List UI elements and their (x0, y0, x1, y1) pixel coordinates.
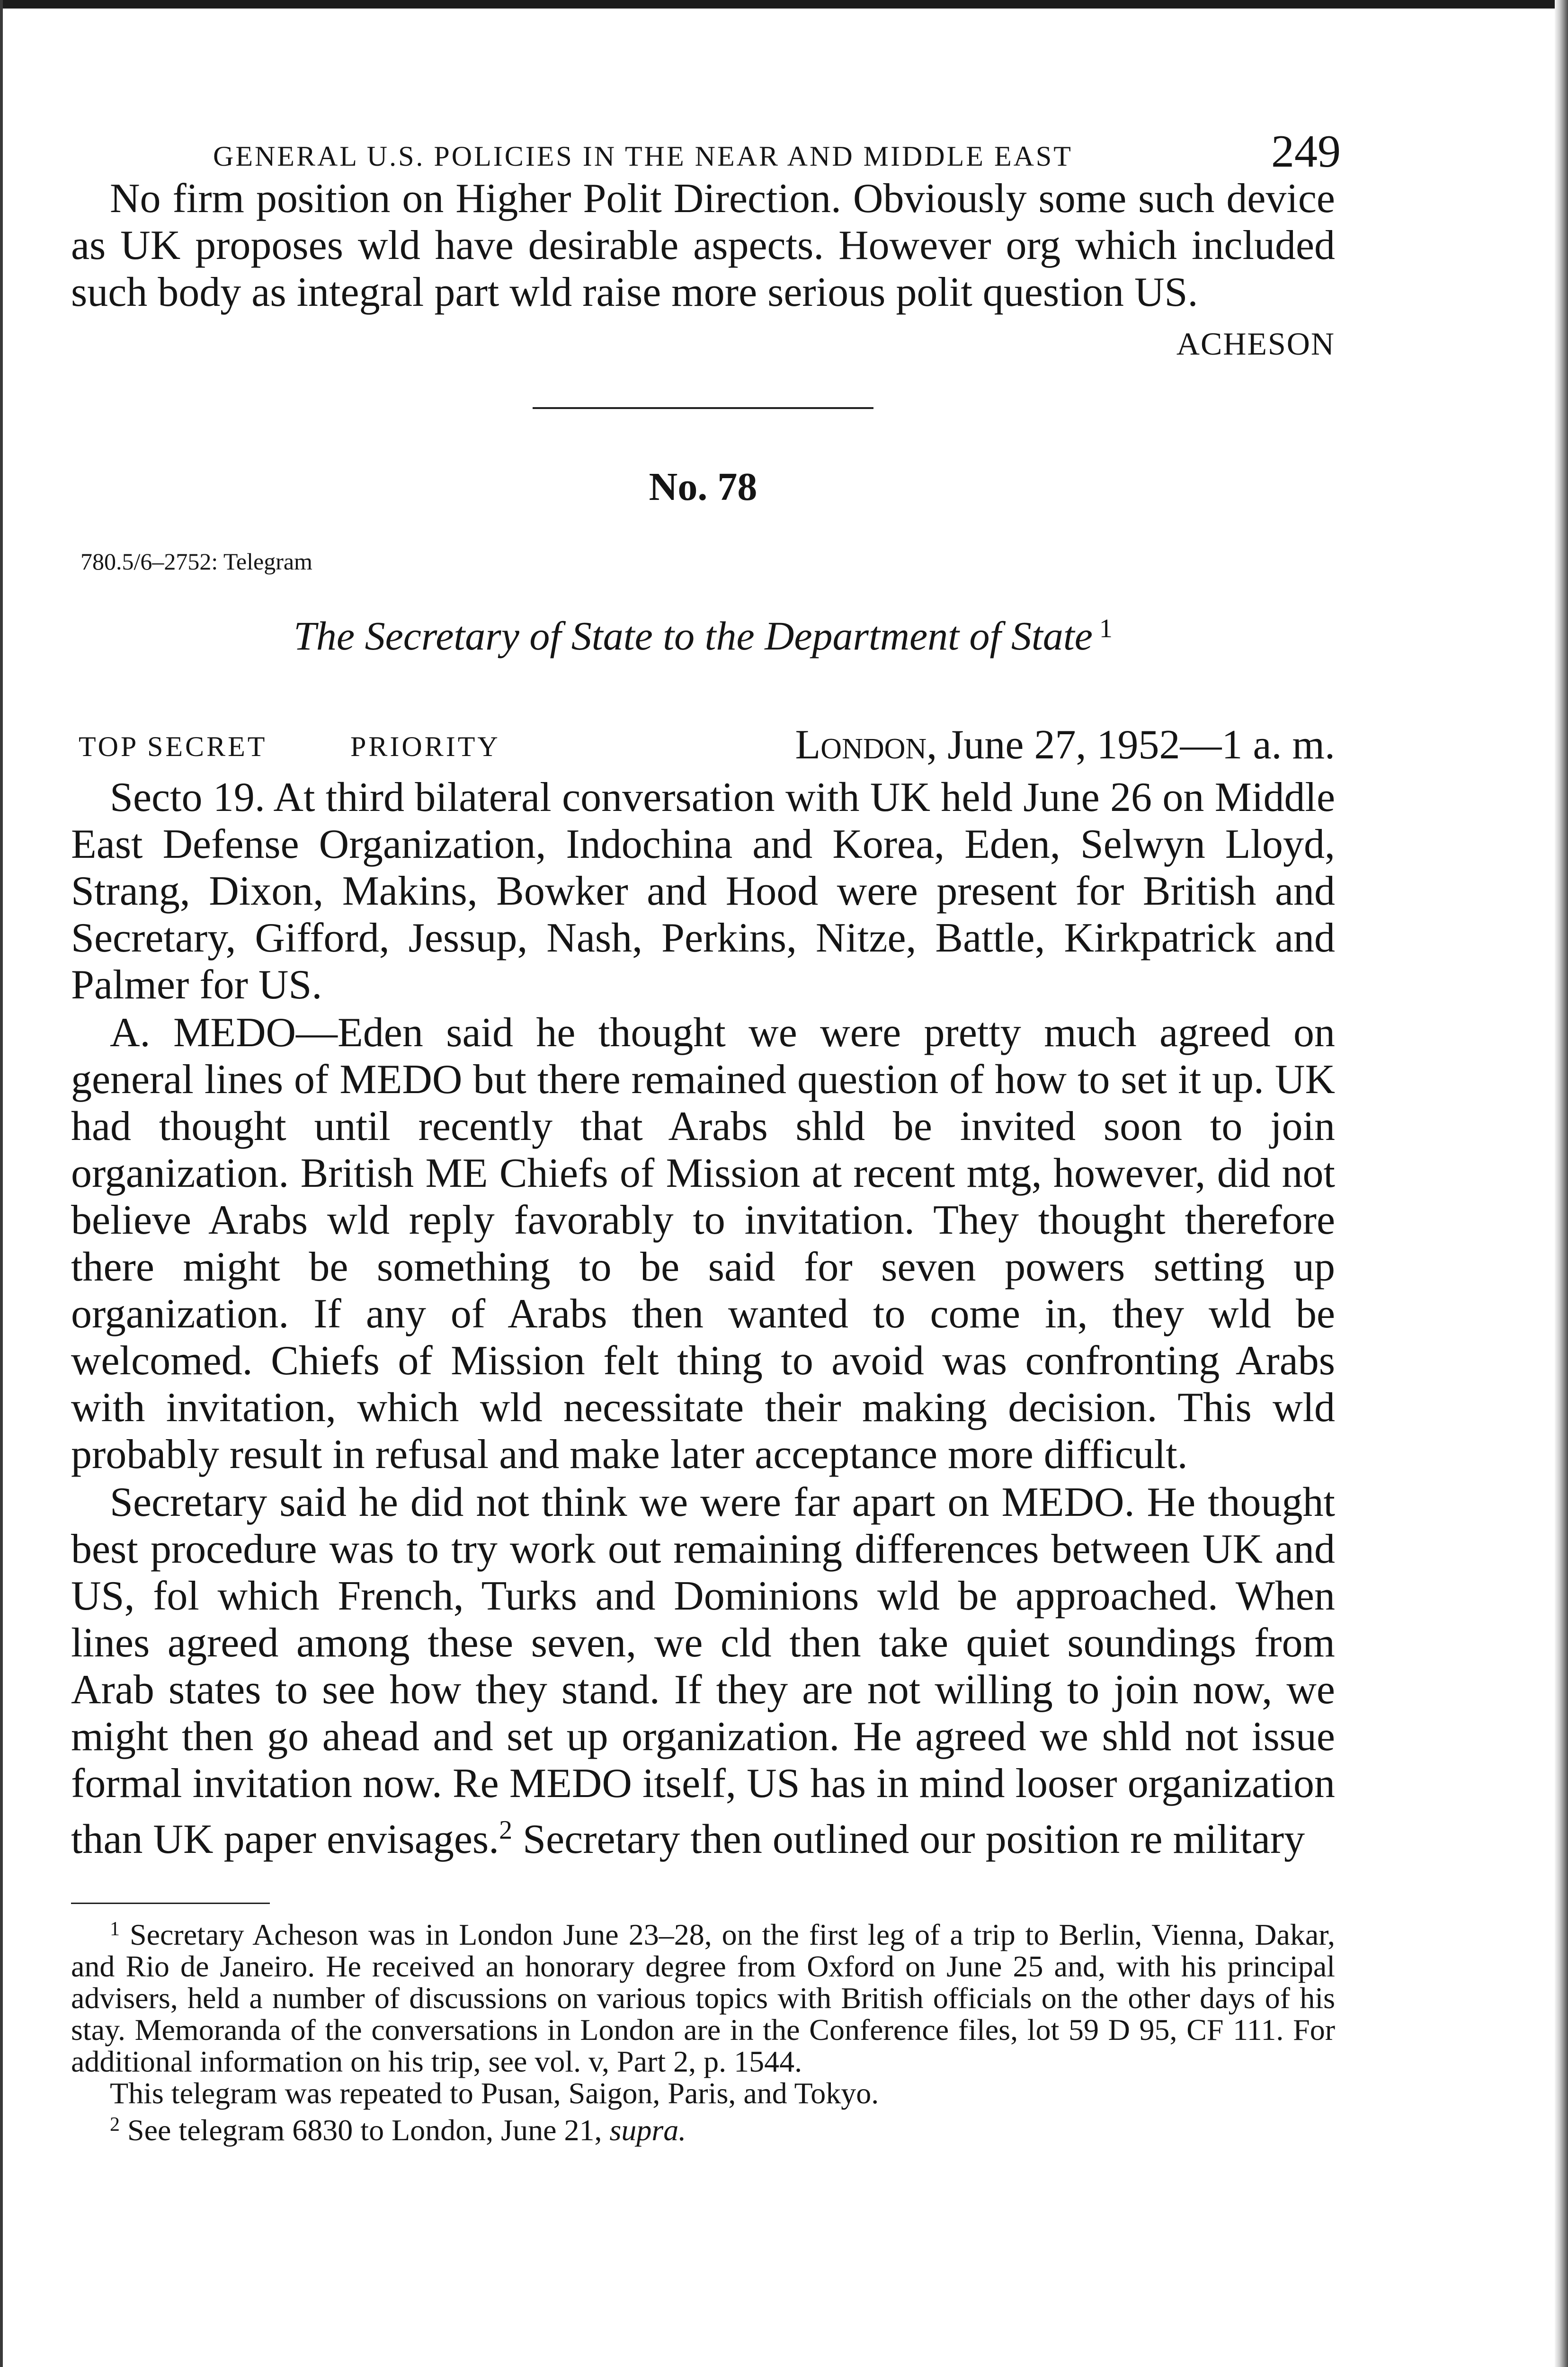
footnote-1-continuation: This telegram was repeated to Pusan, Saigon, Paris, and Tokyo. (110, 2076, 879, 2110)
body-paragraph-continuation: Secretary then outlined our position re military (512, 1816, 1305, 1862)
document-page (71, 114, 1341, 2147)
footnotes (71, 1913, 1335, 2146)
telegram-body (71, 774, 1335, 1863)
scan-right-edge (1555, 0, 1568, 2367)
scan-left-edge (0, 0, 3, 2367)
footnote-italic-reference: supra. (609, 2113, 686, 2147)
footnote-reference-1: 1 (1099, 614, 1113, 643)
signature: ACHESON (1176, 326, 1335, 362)
scan-top-edge (0, 0, 1568, 9)
body-paragraph: A. MEDO—Eden said he thought we were pretty much agreed on general lines of MEDO but there remained question of how to set it up. UK had thought until recently that Arabs shld be invited soon to join organization. British ME Chiefs of Mission at recent mtg, however, did not believe Arabs wld reply favorably to invitation. They thought therefore there might be something to be said for seven powers setting up organization. If any of Arabs then wanted to come in, they wld be welcomed. Chiefs of Mission felt thing to avoid was confronting Arabs with invitation, which wld necessitate their making decision. This wld probably result in refusal and make later acceptance more difficult. (71, 1010, 1335, 1477)
body-paragraph-last (71, 1479, 1335, 1863)
document-title-text: The Secretary of State to the Department of State (294, 613, 1093, 658)
file-reference: 780.5/6–2752: Telegram (80, 548, 312, 575)
document-number: No. 78 (649, 465, 757, 509)
place: London (795, 722, 927, 768)
date: , June 27, 1952—1 a. m. (927, 722, 1335, 768)
place-and-date (795, 721, 1335, 769)
classification-label: TOP SECRET (79, 731, 267, 762)
document-separator (533, 407, 873, 409)
page-number: 249 (1271, 126, 1341, 177)
body-paragraph: Secto 19. At third bilateral conversation with UK held June 26 on Middle East Defense Organization, Indochina and Korea, Eden, Selwyn Lloyd, Strang, Dixon, Makins, Bowker and Hood were present for British and Secretary, Gifford, Jessup, Nash, Perkins, Nitze, Battle, Kirkpatrick and Palmer for US. (71, 774, 1335, 1008)
footnote-text: See telegram 6830 to London, June 21, (120, 2113, 610, 2147)
footnote-rule (71, 1903, 270, 1904)
footnote-reference-2: 2 (499, 1815, 513, 1845)
footnote-text: Secretary Acheson was in London June 23–28, on the first leg of a trip to Berlin, Vienna, Dakar, and Rio de Janeiro. He received an honorary degree from Oxford on June 25 and, with his principal advisers, held a number of discussions on various topics with British officials on the other days of his stay. Memoranda of the conversations in London are in the Conference files, lot 59 D 95, CF 111. For additional information on his trip, see vol. v, Part 2, p. 1544. (71, 1918, 1335, 2078)
footnote-1 (71, 1913, 1335, 2077)
dateline (71, 722, 1335, 774)
footnote-marker: 2 (110, 2114, 120, 2136)
body-paragraph-text: Secretary said he did not think we were far apart on MEDO. He thought best procedure was to try work out remaining differences between UK and US, fol which French, Turks and Dominions wld be approached. When lines agreed among these seven, we cld then take quiet soundings from Arab states to see how they stand. If they are not willing to join now, we might then go ahead and set up organization. He agreed we shld not issue formal invitation now. Re MEDO itself, US has in mind looser organization than UK paper envisages. (71, 1479, 1335, 1862)
previous-document-closing-paragraph: No firm position on Higher Polit Direction. Obviously some such device as UK proposes wld have desirable aspects. However org which included such body as integral part wld raise more serious polit question US. (71, 176, 1335, 315)
running-head (71, 114, 1341, 177)
document-title (71, 612, 1335, 659)
footnote-2 (71, 2109, 1335, 2146)
running-title: GENERAL U.S. POLICIES IN THE NEAR AND MIDDLE EAST (213, 141, 1073, 172)
precedence-label: PRIORITY (350, 731, 500, 762)
footnote-marker: 1 (110, 1918, 120, 1940)
